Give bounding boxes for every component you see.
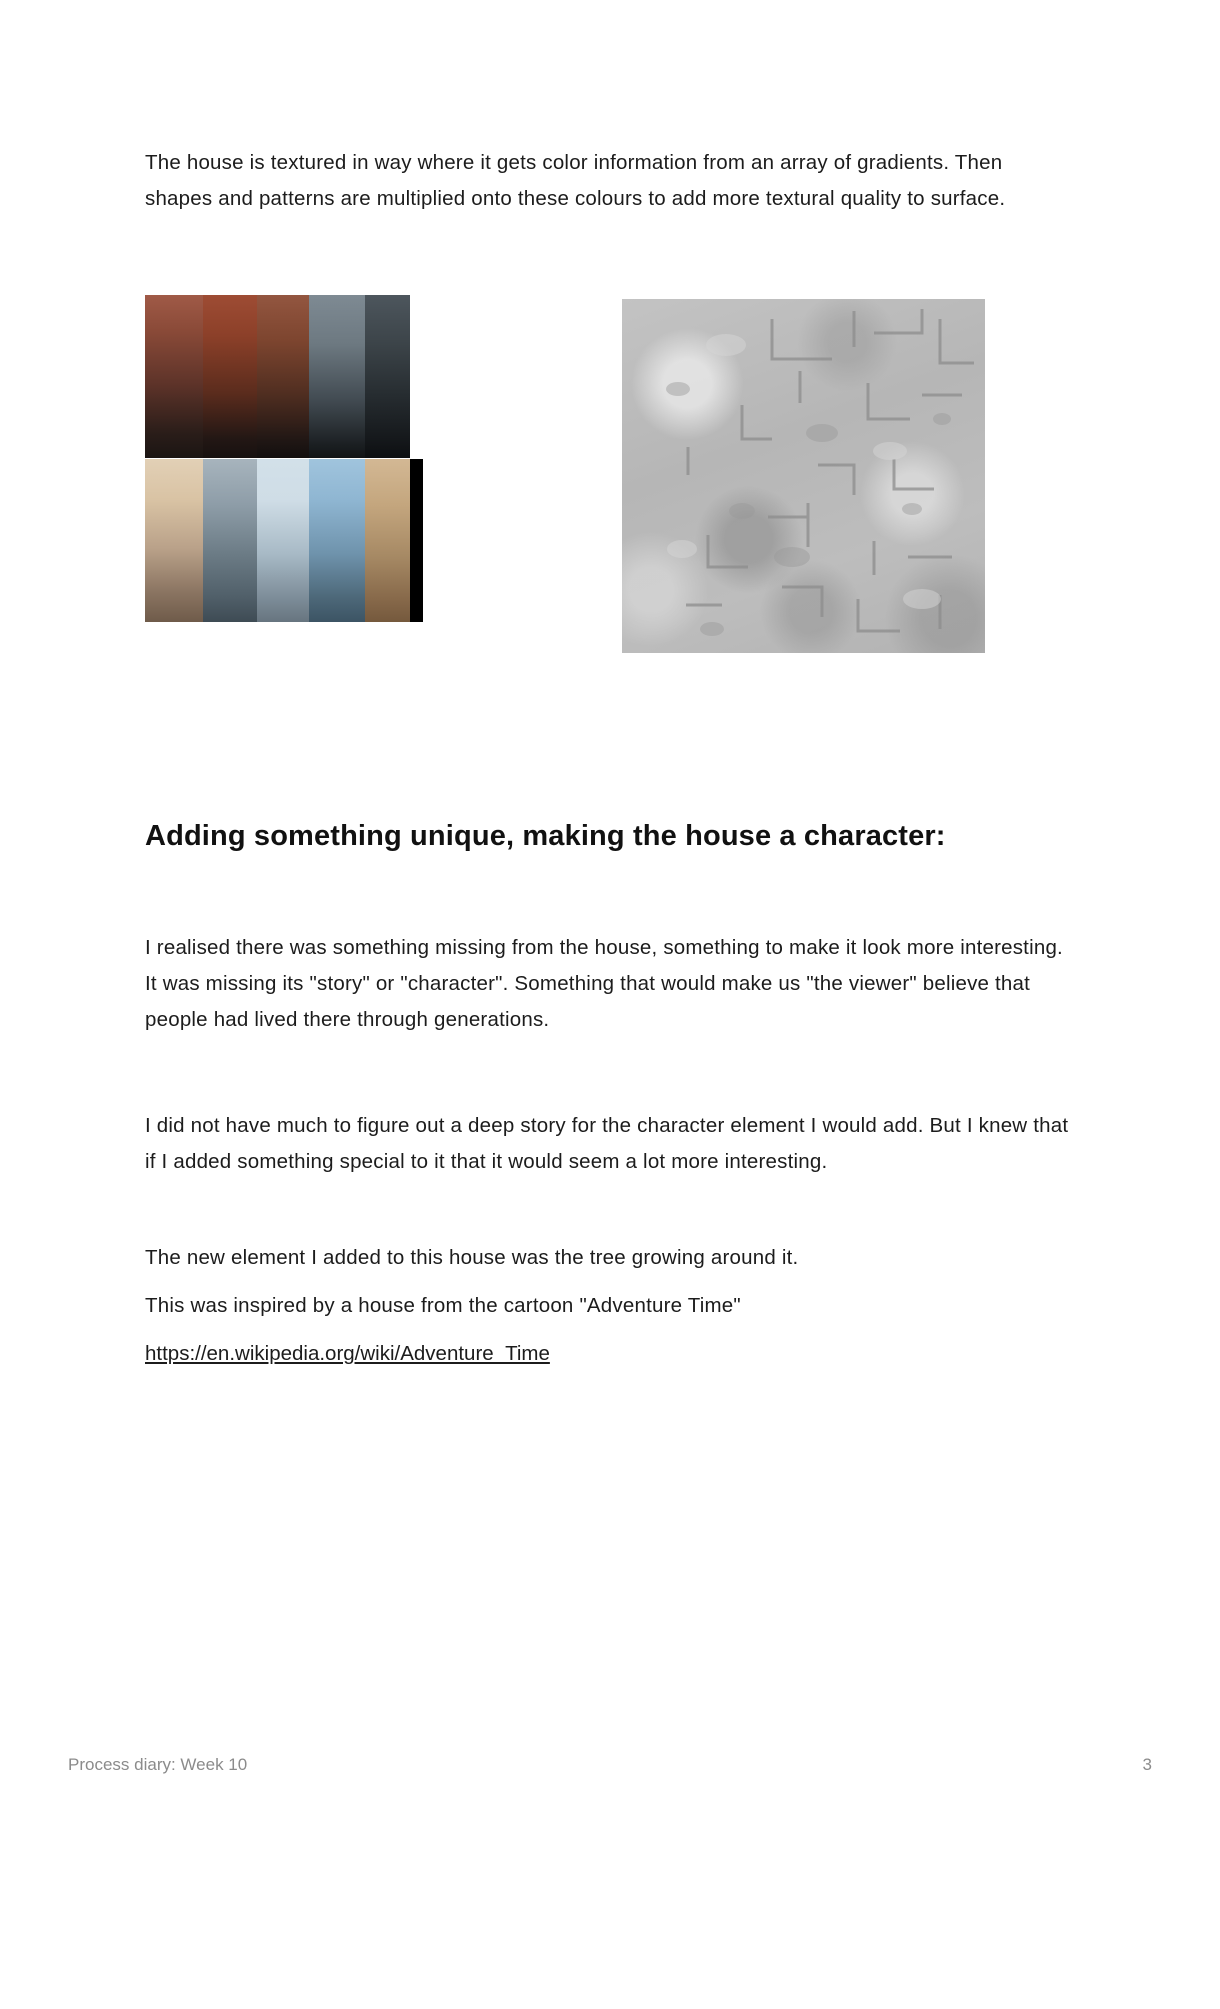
- swatch-rust-red: [203, 295, 257, 458]
- adventure-time-link[interactable]: https://en.wikipedia.org/wiki/Adventure_Time: [145, 1342, 550, 1365]
- house-texture-map: [622, 299, 985, 653]
- page-footer: [68, 1755, 1152, 1775]
- swatch-brown: [257, 295, 309, 458]
- texture-panel-lines: [622, 299, 985, 653]
- gradient-swatch-figure: [145, 295, 472, 622]
- footer-left-label: Process diary: Week 10: [68, 1755, 248, 1774]
- page-heading: Adding something unique, making the house a character:: [145, 820, 946, 852]
- external-link-line: [145, 1336, 1075, 1372]
- paragraph-b: I did not have much to figure out a deep story for the character element I would add. But I knew that if I added something special to it that it would seem a lot more interesting.: [145, 1114, 1069, 1173]
- paragraph-d: This was inspired by a house from the cartoon "Adventure Time": [145, 1294, 741, 1317]
- figure-row: [145, 295, 1075, 585]
- swatch-row-bottom: [145, 459, 473, 622]
- swatch-sand-light: [145, 459, 203, 622]
- swatch-slate-blue: [309, 295, 365, 458]
- swatch-charcoal: [365, 295, 410, 458]
- swatch-steel-blue: [203, 459, 257, 622]
- swatch-tan: [365, 459, 410, 622]
- paragraph-c: The new element I added to this house was the tree growing around it.: [145, 1246, 799, 1269]
- swatch-blank-white: [410, 295, 472, 458]
- footer-page-number: 3: [1142, 1755, 1152, 1774]
- paragraph-a: I realised there was something missing from the house, something to make it look more interesting. It was missing its "story" or "character". Something that would make us "the viewer" believe that people had lived there through generations.: [145, 936, 1063, 1031]
- swatch-rust-dark: [145, 295, 203, 458]
- swatch-pale-blue: [257, 459, 309, 622]
- paragraph-intro: The house is textured in way where it gets color information from an array of gradients. Then shapes and patterns are multiplied onto these colours to add more textural quality to surface.: [145, 151, 1006, 210]
- swatch-row-top: [145, 295, 472, 458]
- swatch-black: [410, 459, 423, 622]
- swatch-sky-blue: [309, 459, 365, 622]
